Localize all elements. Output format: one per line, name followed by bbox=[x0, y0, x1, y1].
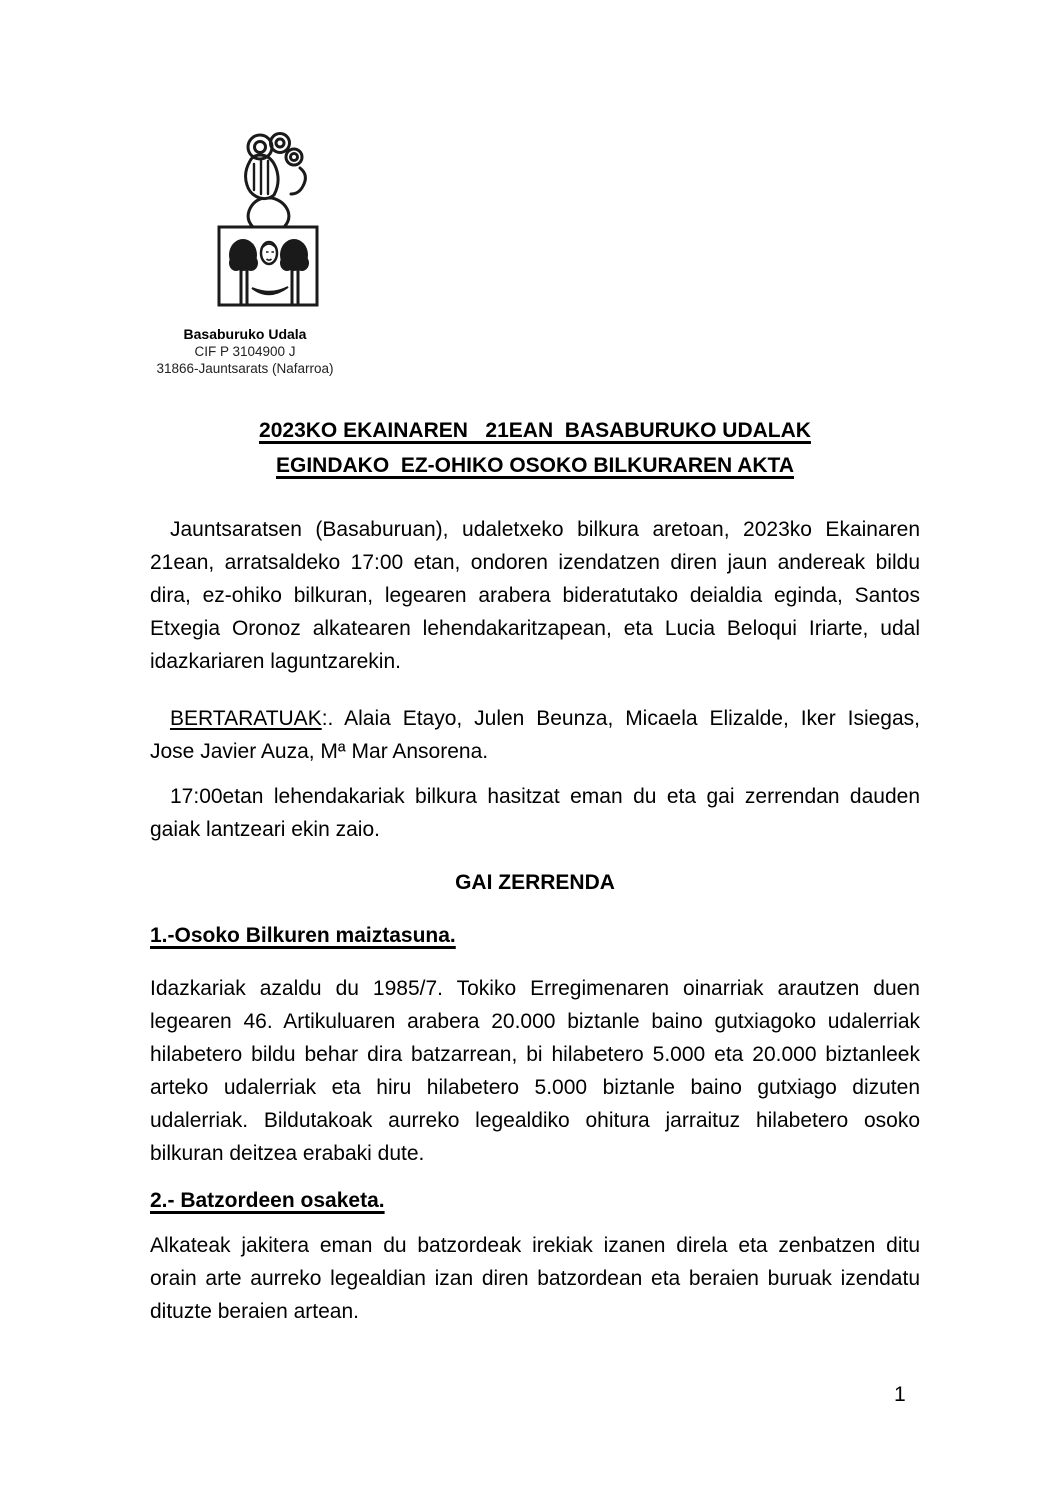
title-line-2: EGINDAKO EZ-OHIKO OSOKO BILKURAREN AKTA bbox=[276, 454, 794, 477]
title-line-1: 2023KO EKAINAREN 21EAN BASABURUKO UDALAK bbox=[259, 419, 811, 442]
section-2-body: Alkateak jakitera eman du batzordeak irekiak izanen direla eta zenbatzen ditu orain arte aurreko legealdian izan diren batzordean eta beraien buruak izendatu dituzte beraien artean. bbox=[150, 1234, 920, 1323]
org-address: 31866-Jauntsarats (Nafarroa) bbox=[156, 361, 334, 376]
knight-helmet bbox=[246, 155, 279, 199]
section-2-heading: 2.- Batzordeen osaketa. bbox=[150, 1189, 385, 1212]
letterhead-text bbox=[147, 326, 343, 377]
paragraph-attendees bbox=[150, 702, 920, 768]
document-content bbox=[150, 0, 920, 1328]
section-1-heading: 1.-Osoko Bilkuren maiztasuna. bbox=[150, 924, 456, 947]
coat-of-arms-logo bbox=[216, 130, 320, 308]
paragraph-intro: Jauntsaratsen (Basaburuan), udaletxeko bilkura aretoan, 2023ko Ekainaren 21ean, arratsaldeko 17:00 etan, ondoren izendatzen diren jaun andereak bildu dira, ez-ohiko bilkuran, legearen arabera bideratutako deialdia eginda, Santos Etxegia Oronoz alkatearen lehendakaritzapean, eta Lucia Beloqui Iriarte, udal idazkariaren laguntzarekin. bbox=[150, 518, 920, 673]
page-number: 1 bbox=[894, 1383, 906, 1406]
letterhead bbox=[150, 0, 920, 377]
section-1-body: Idazkariak azaldu du 1985/7. Tokiko Erregimenaren oinarriak arautzen duen legearen 46. Artikuluaren arabera 20.000 biztanle baino gutxiagoko udalerriak hilabetero bildu behar dira batzarrean, bi hilabetero 5.000 eta 20.000 biztanleek arteko udalerriak eta hiru hilabetero 5.000 biztanle baino gutxiago dizuten udalerriak. Bildutakoak aurreko legealdiko ohitura jarraituz hilabetero osoko bilkuran deitzea erabaki dute. bbox=[150, 977, 920, 1165]
paragraph-session-start: 17:00etan lehendakariak bilkura hasitzat eman du eta gai zerrendan dauden gaiak lantzeari ekin zaio. bbox=[150, 785, 920, 841]
org-name: Basaburuko Udala bbox=[183, 326, 307, 342]
org-cif: CIF P 3104900 J bbox=[194, 344, 296, 359]
document-title bbox=[150, 413, 920, 483]
agenda-heading: GAI ZERRENDA bbox=[455, 871, 615, 894]
attendees-list: :. Alaia Etayo, Julen Beunza, Micaela Elizalde, Iker Isiegas, Jose Javier Auza, Mª Mar Ansorena. bbox=[150, 707, 920, 763]
attendees-label: BERTARATUAK bbox=[170, 707, 322, 730]
face-charge bbox=[261, 242, 277, 264]
